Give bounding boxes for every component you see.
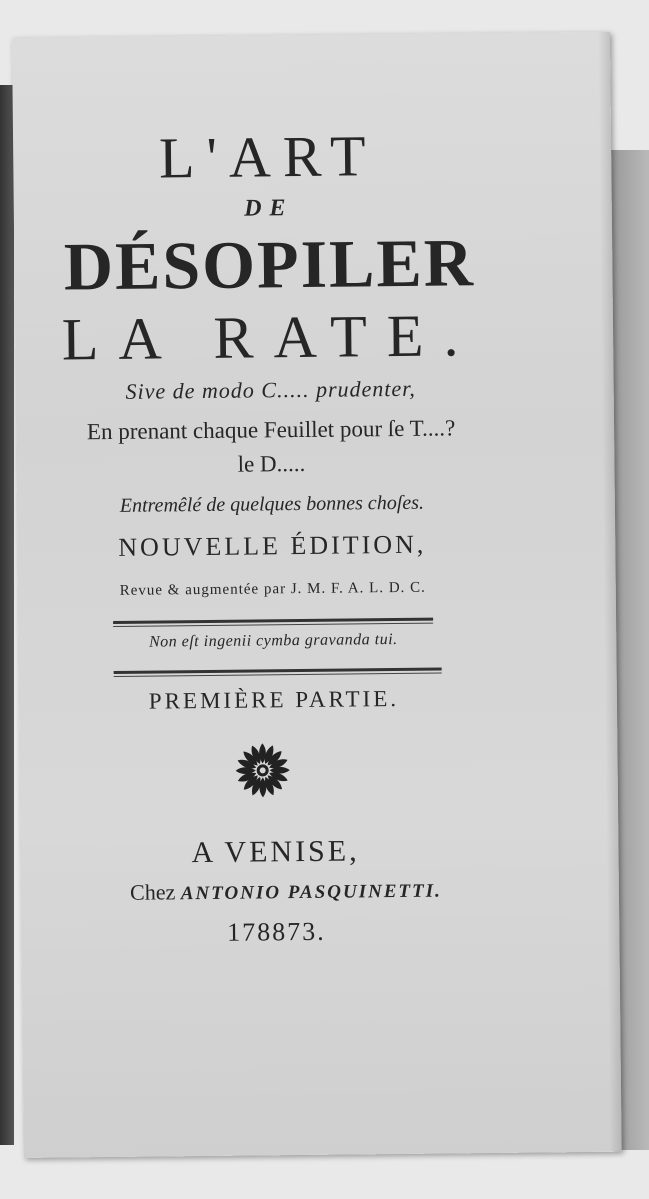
double-rule-top [113,618,433,624]
double-rule-bottom [114,668,442,674]
part-heading: PREMIÈRE PARTIE. [148,685,400,714]
book-spine-edge [0,85,14,1145]
imprint-year: 178873. [226,916,326,947]
publisher-name: ANTONIO PASQUINETTI. [180,880,442,905]
subtitle-line-2: En prenant chaque Feuillet pour ſe T....? [86,415,456,445]
imprint-publisher-line [51,876,521,907]
subtitle-line-1: Sive de modo C..... prudenter, [125,375,416,404]
flower-ornament-icon [233,741,292,800]
title-line-3: DÉSOPILER [63,224,476,305]
publisher-prefix: Chez [129,879,176,905]
title-line-1: L'ART [158,123,378,191]
subtitle-line-4: Entremêlé de quelques bonnes choſes. [119,491,425,517]
motto: Non eſt ingenii cymba gravanda tui. [148,630,398,651]
subtitle-line-3: le D..... [237,450,306,477]
imprint-place: A VENISE, [191,834,360,870]
title-line-4: LA RATE. [61,302,479,373]
revision-statement: Revue & augmentée par J. M. F. A. L. D. C. [119,579,426,599]
title-line-2: DE [243,195,294,222]
title-page [12,32,622,1158]
edition-statement: NOUVELLE ÉDITION, [118,529,427,562]
